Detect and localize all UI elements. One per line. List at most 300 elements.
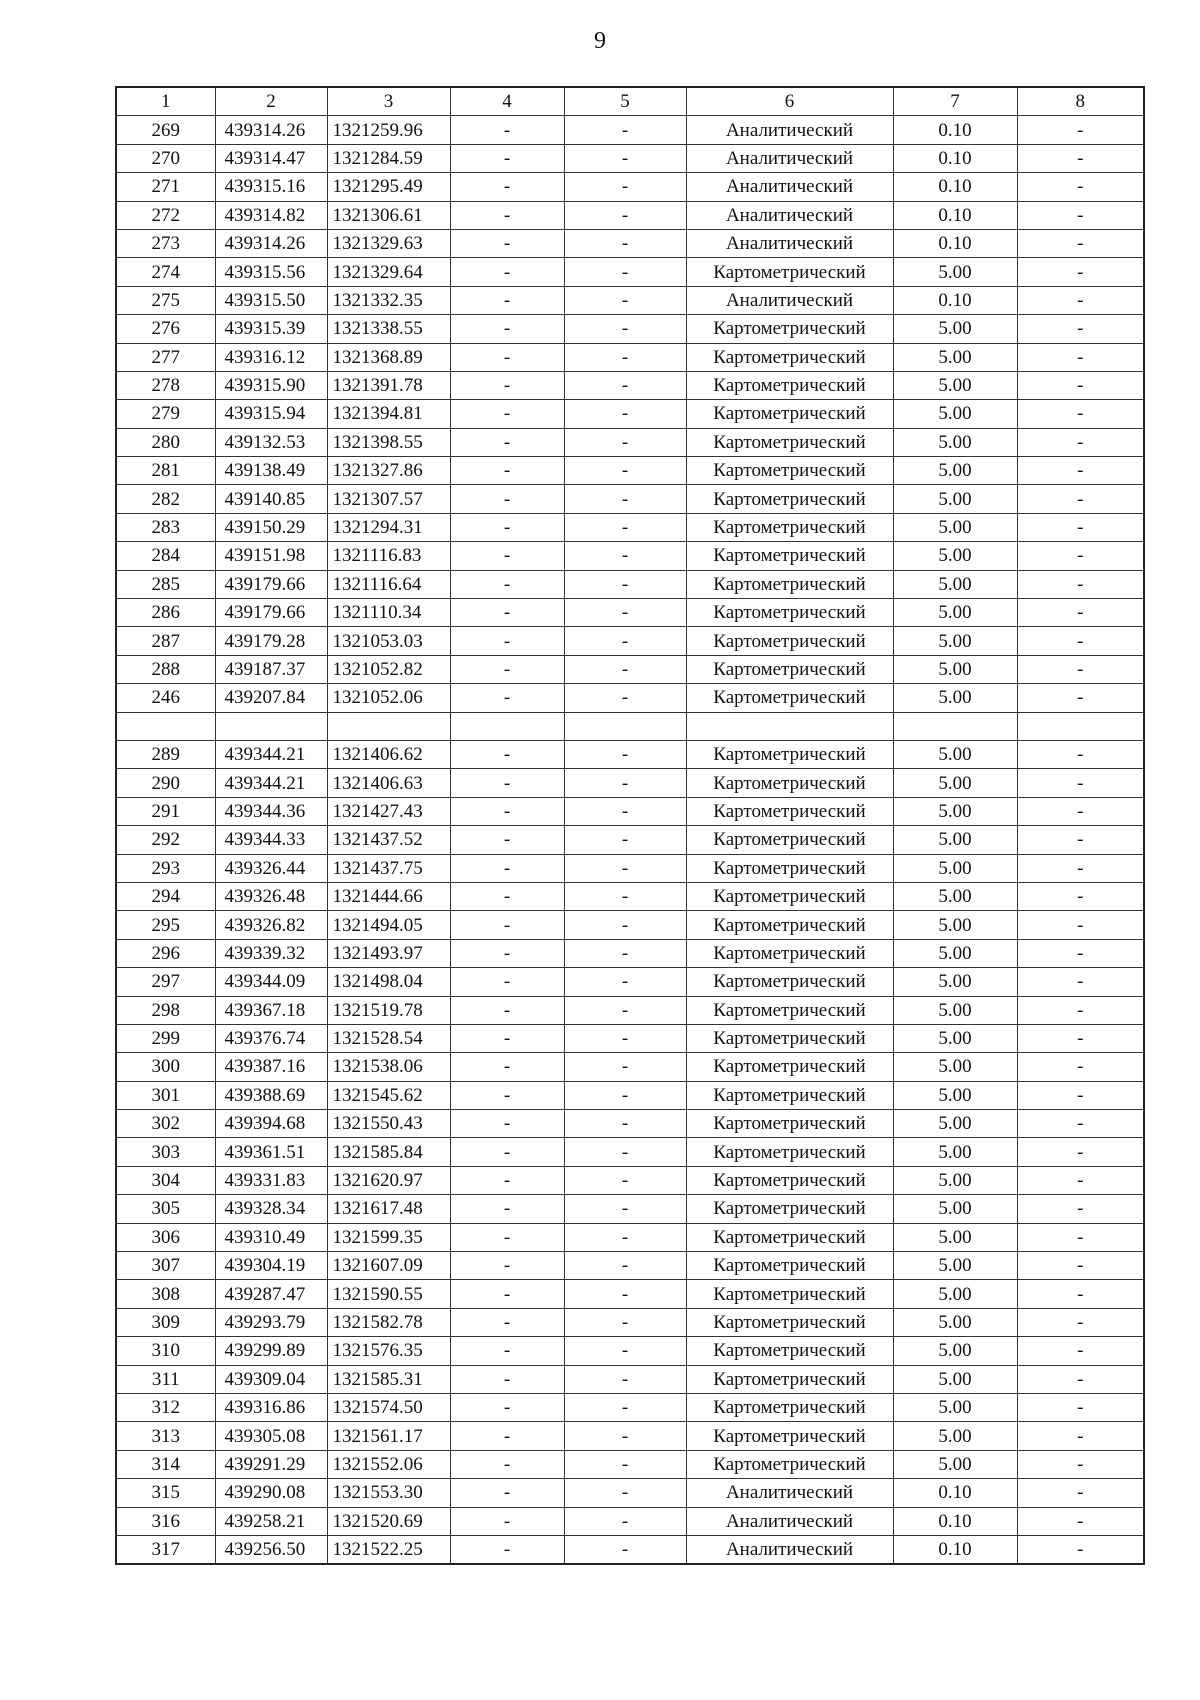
method-cell: Картометрический <box>686 882 893 910</box>
table-row <box>116 1365 1144 1393</box>
point-number-cell: 289 <box>116 740 215 768</box>
x-coordinate-cell: 439326.48 <box>215 882 327 910</box>
column-8-cell: - <box>1017 939 1144 967</box>
page-number: 9 <box>594 28 606 54</box>
column-8-cell: - <box>1017 1280 1144 1308</box>
accuracy-cell: 5.00 <box>893 684 1017 712</box>
y-coordinate-cell: 1321259.96 <box>327 116 450 144</box>
column-8-cell: - <box>1017 627 1144 655</box>
x-coordinate-cell: 439394.68 <box>215 1110 327 1138</box>
column-4-cell: - <box>450 173 564 201</box>
column-5-cell: - <box>564 400 686 428</box>
column-5-cell: - <box>564 343 686 371</box>
y-coordinate-cell: 1321538.06 <box>327 1053 450 1081</box>
point-number-cell: 272 <box>116 201 215 229</box>
column-8-cell: - <box>1017 1081 1144 1109</box>
y-coordinate-cell: 1321406.62 <box>327 740 450 768</box>
column-8-cell: - <box>1017 911 1144 939</box>
column-4-cell: - <box>450 315 564 343</box>
method-cell: Картометрический <box>686 1365 893 1393</box>
table-row <box>116 116 1144 144</box>
column-5-cell: - <box>564 1110 686 1138</box>
column-4-cell: - <box>450 1024 564 1052</box>
x-coordinate-cell: 439314.82 <box>215 201 327 229</box>
accuracy-cell: 5.00 <box>893 1280 1017 1308</box>
x-coordinate-cell: 439316.12 <box>215 343 327 371</box>
x-coordinate-cell: 439179.28 <box>215 627 327 655</box>
x-coordinate-cell: 439187.37 <box>215 655 327 683</box>
y-coordinate-cell: 1321444.66 <box>327 882 450 910</box>
method-cell: Аналитический <box>686 1535 893 1564</box>
column-header: 2 <box>215 87 327 116</box>
table-row <box>116 229 1144 257</box>
table-row <box>116 826 1144 854</box>
method-cell: Картометрический <box>686 1422 893 1450</box>
accuracy-cell: 0.10 <box>893 229 1017 257</box>
method-cell: Картометрический <box>686 542 893 570</box>
y-coordinate-cell: 1321327.86 <box>327 457 450 485</box>
column-4-cell: - <box>450 1365 564 1393</box>
method-cell: Аналитический <box>686 1479 893 1507</box>
y-coordinate-cell: 1321406.63 <box>327 769 450 797</box>
column-8-cell: - <box>1017 1308 1144 1336</box>
x-coordinate-cell: 439315.50 <box>215 286 327 314</box>
point-number-cell: 292 <box>116 826 215 854</box>
y-coordinate-cell: 1321391.78 <box>327 371 450 399</box>
column-8-cell: - <box>1017 996 1144 1024</box>
column-5-cell: - <box>564 542 686 570</box>
accuracy-cell: 5.00 <box>893 1337 1017 1365</box>
method-cell: Картометрический <box>686 1252 893 1280</box>
method-cell: Картометрический <box>686 655 893 683</box>
column-8-cell: - <box>1017 599 1144 627</box>
y-coordinate-cell: 1321545.62 <box>327 1081 450 1109</box>
column-4-cell: - <box>450 1507 564 1535</box>
accuracy-cell: 5.00 <box>893 740 1017 768</box>
y-coordinate-cell: 1321552.06 <box>327 1450 450 1478</box>
table-row <box>116 684 1144 712</box>
accuracy-cell: 5.00 <box>893 513 1017 541</box>
x-coordinate-cell: 439388.69 <box>215 1081 327 1109</box>
y-coordinate-cell: 1321295.49 <box>327 173 450 201</box>
column-8-cell: - <box>1017 968 1144 996</box>
method-cell <box>686 712 893 740</box>
point-number-cell: 307 <box>116 1252 215 1280</box>
y-coordinate-cell: 1321338.55 <box>327 315 450 343</box>
column-4-cell: - <box>450 1393 564 1421</box>
method-cell: Картометрический <box>686 1223 893 1251</box>
method-cell: Картометрический <box>686 1393 893 1421</box>
table-row <box>116 968 1144 996</box>
column-4-cell: - <box>450 627 564 655</box>
column-5-cell: - <box>564 1024 686 1052</box>
x-coordinate-cell: 439361.51 <box>215 1138 327 1166</box>
column-5-cell: - <box>564 911 686 939</box>
point-number-cell: 278 <box>116 371 215 399</box>
table-row <box>116 996 1144 1024</box>
method-cell: Картометрический <box>686 513 893 541</box>
table-row <box>116 1081 1144 1109</box>
point-number-cell: 293 <box>116 854 215 882</box>
accuracy-cell: 0.10 <box>893 116 1017 144</box>
column-4-cell: - <box>450 116 564 144</box>
column-5-cell: - <box>564 684 686 712</box>
point-number-cell: 299 <box>116 1024 215 1052</box>
y-coordinate-cell: 1321599.35 <box>327 1223 450 1251</box>
point-number-cell: 270 <box>116 144 215 172</box>
method-cell: Картометрический <box>686 457 893 485</box>
y-coordinate-cell: 1321332.35 <box>327 286 450 314</box>
table-header-row <box>116 87 1144 116</box>
table-row <box>116 1450 1144 1478</box>
y-coordinate-cell: 1321498.04 <box>327 968 450 996</box>
column-8-cell: - <box>1017 1479 1144 1507</box>
column-4-cell: - <box>450 1535 564 1564</box>
accuracy-cell: 5.00 <box>893 627 1017 655</box>
method-cell: Картометрический <box>686 315 893 343</box>
point-number-cell: 271 <box>116 173 215 201</box>
column-8-cell: - <box>1017 371 1144 399</box>
x-coordinate-cell: 439305.08 <box>215 1422 327 1450</box>
table-row <box>116 911 1144 939</box>
x-coordinate-cell: 439331.83 <box>215 1166 327 1194</box>
column-5-cell: - <box>564 1422 686 1450</box>
accuracy-cell: 5.00 <box>893 315 1017 343</box>
method-cell: Картометрический <box>686 400 893 428</box>
method-cell: Картометрический <box>686 769 893 797</box>
column-8-cell: - <box>1017 428 1144 456</box>
column-5-cell: - <box>564 1053 686 1081</box>
point-number-cell: 282 <box>116 485 215 513</box>
column-4-cell: - <box>450 1138 564 1166</box>
y-coordinate-cell: 1321617.48 <box>327 1195 450 1223</box>
point-number-cell: 284 <box>116 542 215 570</box>
table-row <box>116 854 1144 882</box>
table-row <box>116 1024 1144 1052</box>
column-4-cell: - <box>450 457 564 485</box>
column-8-cell: - <box>1017 1223 1144 1251</box>
method-cell: Картометрический <box>686 627 893 655</box>
column-4-cell: - <box>450 513 564 541</box>
accuracy-cell: 5.00 <box>893 1450 1017 1478</box>
column-5-cell: - <box>564 968 686 996</box>
column-8-cell: - <box>1017 882 1144 910</box>
column-4-cell: - <box>450 144 564 172</box>
method-cell: Картометрический <box>686 1110 893 1138</box>
method-cell: Картометрический <box>686 1138 893 1166</box>
column-4-cell: - <box>450 1479 564 1507</box>
accuracy-cell: 5.00 <box>893 939 1017 967</box>
x-coordinate-cell: 439150.29 <box>215 513 327 541</box>
method-cell: Аналитический <box>686 144 893 172</box>
y-coordinate-cell: 1321574.50 <box>327 1393 450 1421</box>
column-5-cell: - <box>564 996 686 1024</box>
column-5-cell: - <box>564 1138 686 1166</box>
column-8-cell: - <box>1017 1024 1144 1052</box>
method-cell: Аналитический <box>686 286 893 314</box>
accuracy-cell: 5.00 <box>893 882 1017 910</box>
column-4-cell: - <box>450 201 564 229</box>
accuracy-cell: 0.10 <box>893 201 1017 229</box>
x-coordinate-cell: 439315.39 <box>215 315 327 343</box>
column-4-cell: - <box>450 1422 564 1450</box>
table-row <box>116 485 1144 513</box>
point-number-cell: 298 <box>116 996 215 1024</box>
point-number-cell: 305 <box>116 1195 215 1223</box>
column-5-cell: - <box>564 258 686 286</box>
y-coordinate-cell: 1321329.63 <box>327 229 450 257</box>
column-4-cell: - <box>450 428 564 456</box>
method-cell: Аналитический <box>686 1507 893 1535</box>
column-8-cell: - <box>1017 173 1144 201</box>
column-5-cell: - <box>564 1166 686 1194</box>
column-8-cell: - <box>1017 1252 1144 1280</box>
column-8-cell: - <box>1017 570 1144 598</box>
column-8-cell: - <box>1017 769 1144 797</box>
column-4-cell: - <box>450 1166 564 1194</box>
y-coordinate-cell: 1321116.83 <box>327 542 450 570</box>
table-row <box>116 939 1144 967</box>
table-row <box>116 1535 1144 1564</box>
point-number-cell: 297 <box>116 968 215 996</box>
accuracy-cell: 5.00 <box>893 996 1017 1024</box>
accuracy-cell: 5.00 <box>893 854 1017 882</box>
accuracy-cell: 0.10 <box>893 1479 1017 1507</box>
column-header: 7 <box>893 87 1017 116</box>
point-number-cell: 317 <box>116 1535 215 1564</box>
table-row <box>116 1252 1144 1280</box>
column-8-cell: - <box>1017 1166 1144 1194</box>
x-coordinate-cell: 439140.85 <box>215 485 327 513</box>
table-row <box>116 201 1144 229</box>
column-8-cell: - <box>1017 1053 1144 1081</box>
accuracy-cell: 5.00 <box>893 1422 1017 1450</box>
accuracy-cell: 5.00 <box>893 968 1017 996</box>
point-number-cell: 287 <box>116 627 215 655</box>
table-row <box>116 882 1144 910</box>
y-coordinate-cell: 1321329.64 <box>327 258 450 286</box>
method-cell: Картометрический <box>686 684 893 712</box>
accuracy-cell: 5.00 <box>893 797 1017 825</box>
column-4-cell: - <box>450 740 564 768</box>
x-coordinate-cell: 439151.98 <box>215 542 327 570</box>
column-5-cell: - <box>564 1337 686 1365</box>
column-4-cell: - <box>450 939 564 967</box>
y-coordinate-cell: 1321306.61 <box>327 201 450 229</box>
table-row <box>116 655 1144 683</box>
table-row <box>116 1507 1144 1535</box>
point-number-cell: 309 <box>116 1308 215 1336</box>
x-coordinate-cell: 439326.82 <box>215 911 327 939</box>
table-row <box>116 371 1144 399</box>
x-coordinate-cell: 439344.21 <box>215 740 327 768</box>
point-number-cell: 275 <box>116 286 215 314</box>
accuracy-cell: 5.00 <box>893 655 1017 683</box>
column-5-cell: - <box>564 513 686 541</box>
point-number-cell: 290 <box>116 769 215 797</box>
x-coordinate-cell: 439299.89 <box>215 1337 327 1365</box>
column-4-cell: - <box>450 485 564 513</box>
y-coordinate-cell: 1321620.97 <box>327 1166 450 1194</box>
table-row <box>116 740 1144 768</box>
point-number-cell: 303 <box>116 1138 215 1166</box>
table-row <box>116 1053 1144 1081</box>
accuracy-cell: 5.00 <box>893 457 1017 485</box>
column-5-cell: - <box>564 740 686 768</box>
point-number-cell: 315 <box>116 1479 215 1507</box>
y-coordinate-cell: 1321520.69 <box>327 1507 450 1535</box>
column-5-cell: - <box>564 1507 686 1535</box>
table-row <box>116 1138 1144 1166</box>
method-cell: Картометрический <box>686 911 893 939</box>
x-coordinate-cell: 439290.08 <box>215 1479 327 1507</box>
table-row <box>116 1223 1144 1251</box>
table-row <box>116 570 1144 598</box>
column-5-cell: - <box>564 826 686 854</box>
column-header: 3 <box>327 87 450 116</box>
method-cell: Картометрический <box>686 1280 893 1308</box>
y-coordinate-cell: 1321553.30 <box>327 1479 450 1507</box>
accuracy-cell: 5.00 <box>893 258 1017 286</box>
column-5-cell: - <box>564 627 686 655</box>
point-number-cell: 313 <box>116 1422 215 1450</box>
table-row <box>116 1308 1144 1336</box>
column-8-cell: - <box>1017 797 1144 825</box>
accuracy-cell: 5.00 <box>893 769 1017 797</box>
column-8-cell: - <box>1017 1450 1144 1478</box>
method-cell: Картометрический <box>686 968 893 996</box>
column-4-cell: - <box>450 229 564 257</box>
point-number-cell: 269 <box>116 116 215 144</box>
x-coordinate-cell: 439328.34 <box>215 1195 327 1223</box>
table-row <box>116 428 1144 456</box>
column-4-cell: - <box>450 1337 564 1365</box>
column-4-cell: - <box>450 258 564 286</box>
column-8-cell: - <box>1017 1507 1144 1535</box>
y-coordinate-cell: 1321307.57 <box>327 485 450 513</box>
accuracy-cell: 5.00 <box>893 542 1017 570</box>
accuracy-cell: 5.00 <box>893 599 1017 627</box>
column-4-cell: - <box>450 968 564 996</box>
table-row <box>116 769 1144 797</box>
column-8-cell: - <box>1017 400 1144 428</box>
method-cell: Картометрический <box>686 570 893 598</box>
column-5-cell: - <box>564 655 686 683</box>
accuracy-cell: 5.00 <box>893 1195 1017 1223</box>
column-8-cell: - <box>1017 1365 1144 1393</box>
table-row <box>116 144 1144 172</box>
accuracy-cell: 5.00 <box>893 1252 1017 1280</box>
accuracy-cell: 0.10 <box>893 173 1017 201</box>
x-coordinate-cell: 439132.53 <box>215 428 327 456</box>
method-cell: Картометрический <box>686 797 893 825</box>
y-coordinate-cell: 1321582.78 <box>327 1308 450 1336</box>
point-number-cell: 291 <box>116 797 215 825</box>
column-8-cell: - <box>1017 286 1144 314</box>
method-cell: Картометрический <box>686 1053 893 1081</box>
x-coordinate-cell: 439207.84 <box>215 684 327 712</box>
y-coordinate-cell: 1321550.43 <box>327 1110 450 1138</box>
y-coordinate-cell: 1321052.06 <box>327 684 450 712</box>
table-row <box>116 1280 1144 1308</box>
x-coordinate-cell: 439326.44 <box>215 854 327 882</box>
column-5-cell: - <box>564 1280 686 1308</box>
column-5-cell: - <box>564 201 686 229</box>
column-8-cell: - <box>1017 315 1144 343</box>
column-4-cell: - <box>450 1280 564 1308</box>
column-5-cell: - <box>564 1252 686 1280</box>
column-8-cell: - <box>1017 1337 1144 1365</box>
column-4-cell: - <box>450 911 564 939</box>
column-4-cell: - <box>450 655 564 683</box>
method-cell: Картометрический <box>686 740 893 768</box>
column-8-cell <box>1017 712 1144 740</box>
column-header: 8 <box>1017 87 1144 116</box>
column-4-cell: - <box>450 996 564 1024</box>
column-4-cell: - <box>450 684 564 712</box>
y-coordinate-cell: 1321607.09 <box>327 1252 450 1280</box>
point-number-cell: 283 <box>116 513 215 541</box>
column-8-cell: - <box>1017 655 1144 683</box>
point-number-cell: 314 <box>116 1450 215 1478</box>
y-coordinate-cell: 1321528.54 <box>327 1024 450 1052</box>
column-8-cell: - <box>1017 1535 1144 1564</box>
column-5-cell: - <box>564 1450 686 1478</box>
column-8-cell: - <box>1017 258 1144 286</box>
column-4-cell: - <box>450 1110 564 1138</box>
x-coordinate-cell: 439316.86 <box>215 1393 327 1421</box>
y-coordinate-cell: 1321576.35 <box>327 1337 450 1365</box>
column-5-cell: - <box>564 1393 686 1421</box>
method-cell: Картометрический <box>686 371 893 399</box>
y-coordinate-cell: 1321116.64 <box>327 570 450 598</box>
column-header: 6 <box>686 87 893 116</box>
x-coordinate-cell: 439309.04 <box>215 1365 327 1393</box>
coordinates-table <box>115 86 1145 1565</box>
x-coordinate-cell <box>215 712 327 740</box>
point-number-cell: 311 <box>116 1365 215 1393</box>
column-4-cell: - <box>450 371 564 399</box>
x-coordinate-cell: 439376.74 <box>215 1024 327 1052</box>
column-8-cell: - <box>1017 1110 1144 1138</box>
point-number-cell: 302 <box>116 1110 215 1138</box>
method-cell: Аналитический <box>686 229 893 257</box>
x-coordinate-cell: 439315.94 <box>215 400 327 428</box>
x-coordinate-cell: 439304.19 <box>215 1252 327 1280</box>
column-8-cell: - <box>1017 457 1144 485</box>
column-8-cell: - <box>1017 740 1144 768</box>
column-5-cell: - <box>564 173 686 201</box>
y-coordinate-cell: 1321522.25 <box>327 1535 450 1564</box>
table-row <box>116 1393 1144 1421</box>
column-8-cell: - <box>1017 116 1144 144</box>
method-cell: Картометрический <box>686 1450 893 1478</box>
column-5-cell: - <box>564 1308 686 1336</box>
column-8-cell: - <box>1017 485 1144 513</box>
column-4-cell: - <box>450 1450 564 1478</box>
table-row <box>116 1110 1144 1138</box>
point-number-cell: 296 <box>116 939 215 967</box>
column-header: 4 <box>450 87 564 116</box>
column-5-cell: - <box>564 1365 686 1393</box>
y-coordinate-cell: 1321427.43 <box>327 797 450 825</box>
y-coordinate-cell: 1321494.05 <box>327 911 450 939</box>
point-number-cell: 273 <box>116 229 215 257</box>
accuracy-cell: 5.00 <box>893 1308 1017 1336</box>
y-coordinate-cell: 1321585.31 <box>327 1365 450 1393</box>
table-row <box>116 1479 1144 1507</box>
column-4-cell: - <box>450 769 564 797</box>
